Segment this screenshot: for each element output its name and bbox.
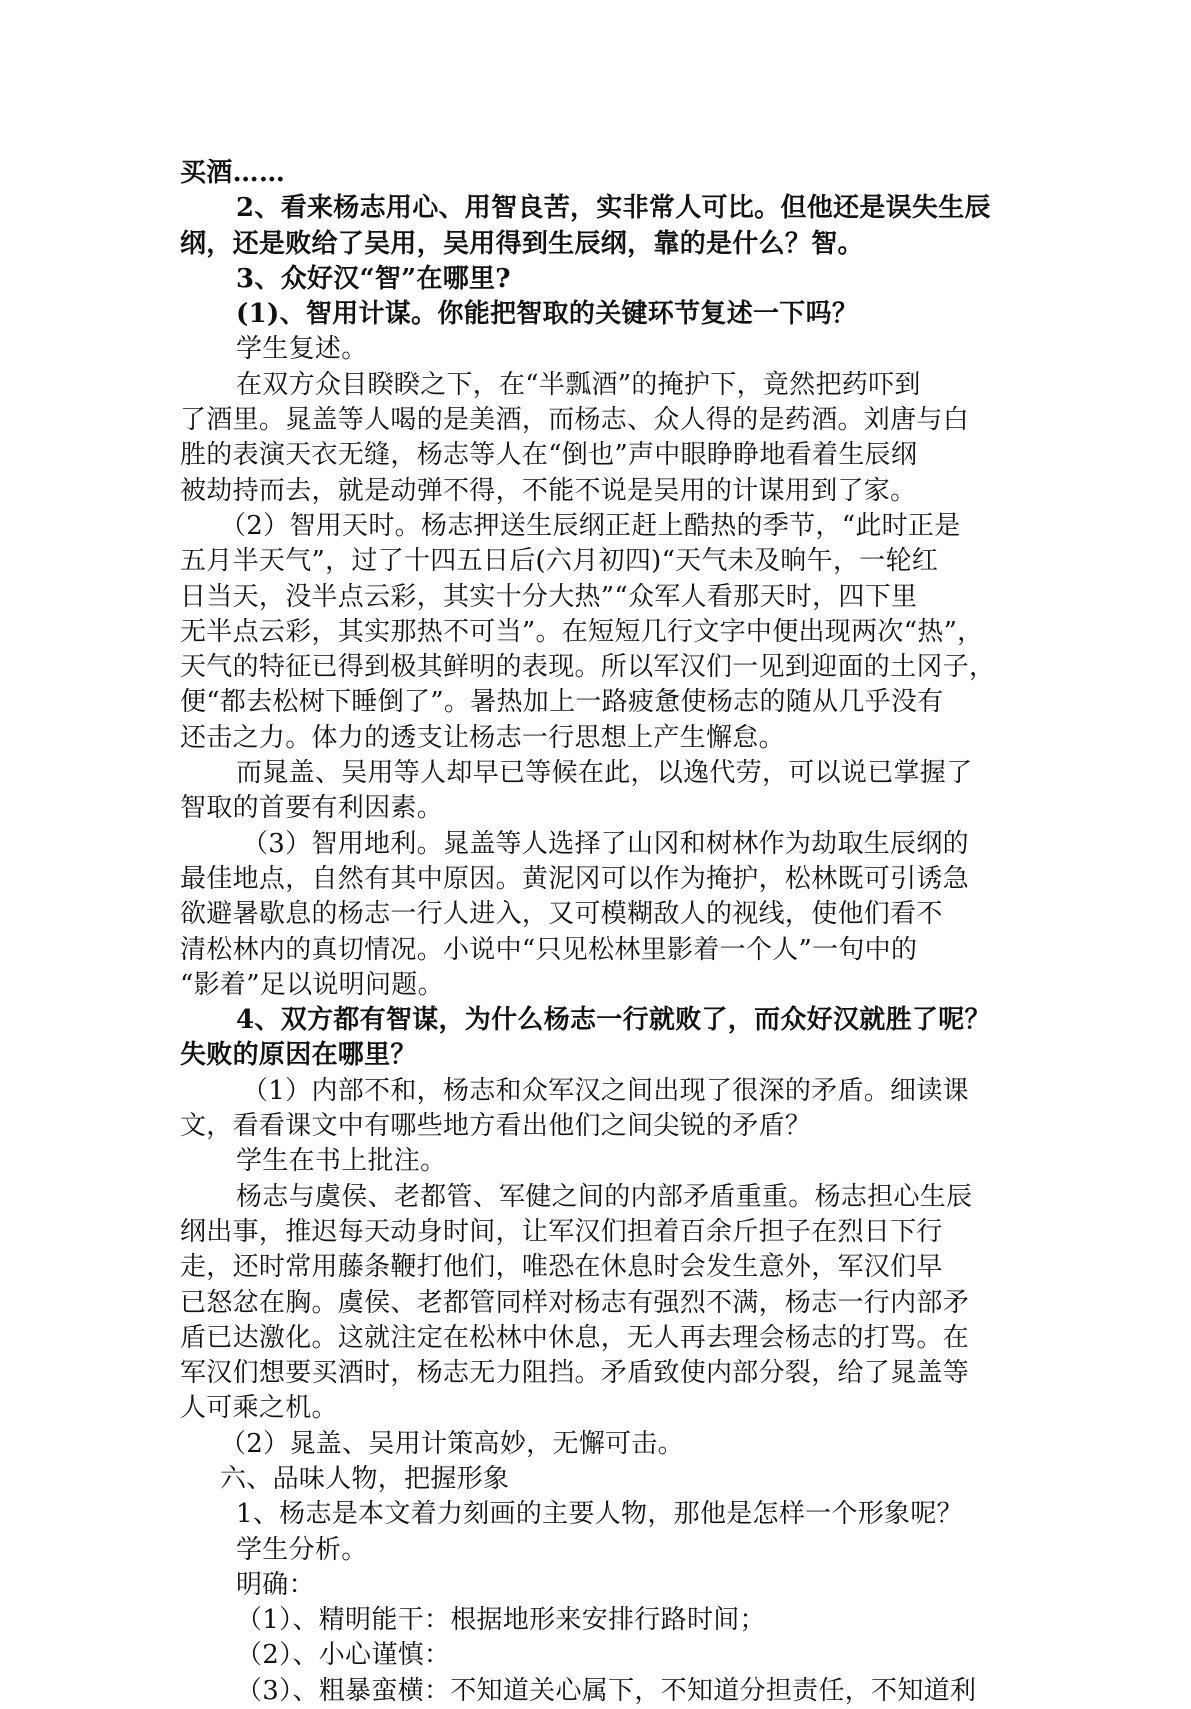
text-line: (1)、智用计谋。你能把智取的关键环节复述一下吗？	[236, 299, 859, 330]
text-line: 盾已达激化。这就注定在松林中休息，无人再去理会杨志的打骂。在	[180, 1322, 970, 1353]
text-line: 人可乘之机。	[180, 1393, 338, 1424]
text-line: 最佳地点，自然有其中原因。黄泥冈可以作为掩护，松林既可引诱急	[180, 863, 970, 894]
text-line: 杨志与虞侯、老都管、军健之间的内部矛盾重重。杨志担心生辰	[236, 1181, 973, 1212]
text-line: 在双方众目睽睽之下，在“半瓢酒”的掩护下，竟然把药吓到	[236, 369, 921, 400]
text-line: 1、杨志是本文着力刻画的主要人物，那他是怎样一个形象呢？	[236, 1499, 963, 1530]
text-line: 便“都去松树下睡倒了”。暑热加上一路疲惫使杨志的随从几乎没有	[180, 687, 944, 718]
text-line: （2）智用天时。杨志押送生辰纲正赶上酷热的季节，“此时正是	[220, 510, 961, 541]
text-line: 智取的首要有利因素。	[180, 793, 444, 824]
text-line: 明确：	[236, 1569, 315, 1600]
text-line: 已怒忿在胸。虞侯、老都管同样对杨志有强烈不满，杨志一行内部矛	[180, 1287, 970, 1318]
text-line: 了酒里。晁盖等人喝的是美酒，而杨志、众人得的是药酒。刘唐与白	[180, 405, 970, 436]
text-line: 胜的表演天衣无缝，杨志等人在“倒也”声中眼睁睁地看着生辰纲	[180, 440, 918, 471]
text-line: 4、双方都有智谋，为什么杨志一行就败了，而众好汉就胜了呢？	[236, 1005, 991, 1036]
text-line: （2）、小心谨慎：	[236, 1640, 451, 1671]
text-line: （1）、精明能干：根据地形来安排行路时间；	[236, 1605, 766, 1636]
text-line: 学生在书上批注。	[236, 1146, 447, 1177]
text-line: 纲出事，推迟每天动身时间，让军汉们担着百余斤担子在烈日下行	[180, 1216, 943, 1247]
text-line: 五月半天气”，过了十四五日后(六月初四)“天气未及晌午，一轮红	[180, 546, 939, 577]
text-line: 欲避暑歇息的杨志一行人进入，又可模糊敌人的视线，使他们看不	[180, 899, 943, 930]
text-line: 而晁盖、吴用等人却早已等候在此，以逸代劳，可以说已掌握了	[236, 758, 973, 789]
text-line: （3）智用地利。晁盖等人选择了山冈和树林作为劫取生辰纲的	[242, 828, 969, 859]
text-line: 纲，还是败给了吴用，吴用得到生辰纲，靠的是什么？智。	[180, 228, 864, 259]
text-line: 走，还时常用藤条鞭打他们，唯恐在休息时会发生意外，军汉们早	[180, 1252, 943, 1283]
text-line: 天气的特征已得到极其鲜明的表现。所以军汉们一见到迎面的土冈子，	[180, 652, 996, 683]
text-line: 3、众好汉“智”在哪里?	[236, 263, 511, 294]
text-line: 清松林内的真切情况。小说中“只见松林里影着一个人”一句中的	[180, 934, 918, 965]
text-line: 2、看来杨志用心、用智良苦，实非常人可比。但他还是误失生辰	[236, 193, 991, 224]
text-line: 文，看看课文中有哪些地方看出他们之间尖锐的矛盾？	[180, 1111, 812, 1142]
text-line: 被劫持而去，就是动弹不得，不能不说是吴用的计谋用到了家。	[180, 475, 917, 506]
text-line: 无半点云彩，其实那热不可当”。在短短几行文字中便出现两次“热”，	[180, 616, 984, 647]
text-line: （1）内部不和，杨志和众军汉之间出现了很深的矛盾。细读课	[242, 1075, 969, 1106]
text-line: 军汉们想要买酒时，杨志无力阻挡。矛盾致使内部分裂，给了晁盖等	[180, 1358, 970, 1389]
text-line: “影着”足以说明问题。	[180, 969, 444, 1000]
text-line: 学生分析。	[236, 1534, 368, 1565]
text-line: 学生复述。	[236, 334, 368, 365]
document-body	[180, 156, 1010, 1709]
text-line: 日当天，没半点云彩，其实十分大热”“众军人看那天时，四下里	[180, 581, 918, 612]
text-line: 六、品味人物，把握形象	[220, 1463, 510, 1494]
text-line: 还击之力。体力的透支让杨志一行思想上产生懈怠。	[180, 722, 785, 753]
text-line: 失败的原因在哪里？	[180, 1040, 417, 1071]
text-line: （3）、粗暴蛮横：不知道关心属下，不知道分担责任，不知道利	[236, 1675, 977, 1706]
text-line: 买酒……	[180, 158, 286, 188]
text-line: （2）晁盖、吴用计策高妙，无懈可击。	[220, 1428, 684, 1459]
